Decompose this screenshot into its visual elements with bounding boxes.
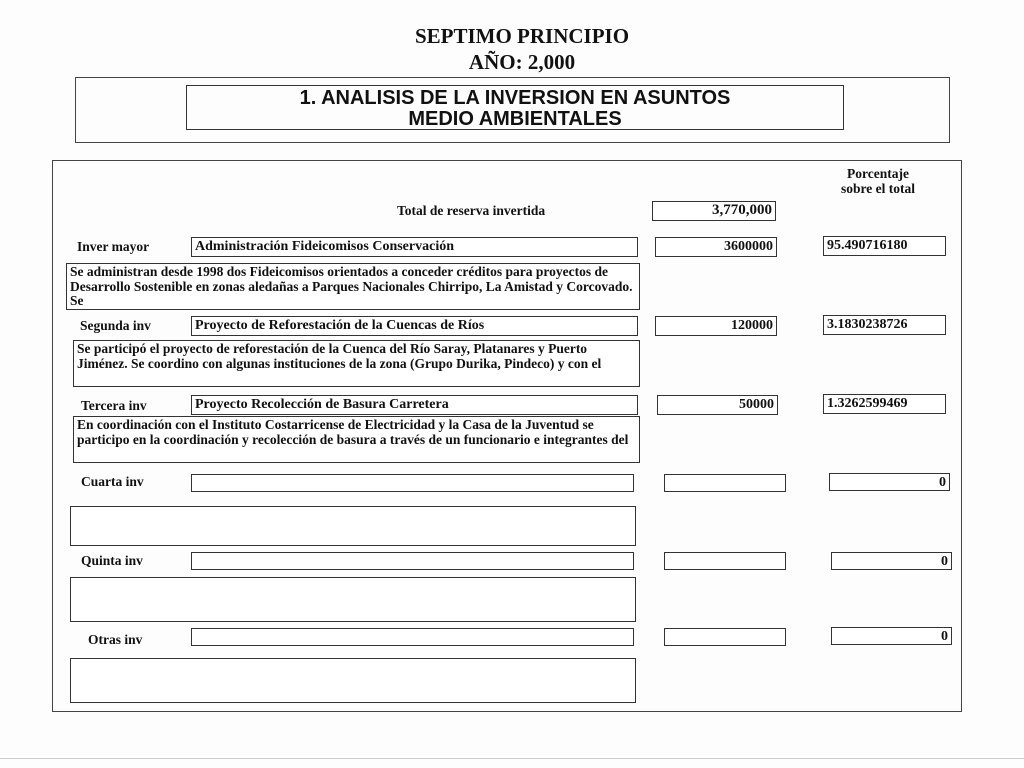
section-title-line2: MEDIO AMBIENTALES xyxy=(408,108,622,130)
section-title-line1: 1. ANALISIS DE LA INVERSION EN ASUNTOS xyxy=(299,87,731,109)
percentage-header-line2: sobre el total xyxy=(841,181,915,196)
investment-4-percent-field[interactable]: 0 xyxy=(829,473,950,491)
investment-4-label: Cuarta inv xyxy=(81,474,144,489)
total-label: Total de reserva invertida xyxy=(397,203,546,218)
investment-1-name-field[interactable]: Administración Fideicomisos Conservación xyxy=(191,237,638,257)
investment-6-percent-field[interactable]: 0 xyxy=(831,627,952,645)
investment-3-percent-field[interactable]: 1.3262599469 xyxy=(823,394,946,414)
investment-2-amount-field[interactable]: 120000 xyxy=(655,316,777,336)
investment-1-amount-field[interactable]: 3600000 xyxy=(655,237,777,257)
section-title xyxy=(186,85,844,130)
page-title: SEPTIMO PRINCIPIO xyxy=(414,24,630,48)
investment-6-name-field[interactable] xyxy=(191,628,634,646)
investment-1-description-field[interactable]: Se administran desde 1998 dos Fideicomisos orientados a conceder créditos para proyectos de Desarrollo Sostenible en zonas aledañas a Parques Nacionales Chirripo, La Amistad y Corcovado. Se xyxy=(66,263,640,310)
investment-4-description-field[interactable] xyxy=(70,506,636,546)
investment-5-amount-field[interactable] xyxy=(664,552,786,570)
investment-2-percent-field[interactable]: 3.1830238726 xyxy=(823,315,946,335)
investment-3-name-field[interactable]: Proyecto Recolección de Basura Carretera xyxy=(191,395,638,415)
investment-3-description-field[interactable]: En coordinación con el Instituto Costarricense de Electricidad y la Casa de la Juventud se participo en la coordinación y recolección de basura a través de un funcionario e integrantes del xyxy=(73,416,640,463)
investment-5-name-field[interactable] xyxy=(191,552,634,570)
investment-2-label: Segunda inv xyxy=(80,318,151,333)
investment-6-amount-field[interactable] xyxy=(664,628,786,646)
investment-3-label: Tercera inv xyxy=(81,398,147,413)
percentage-header-line1: Porcentaje xyxy=(847,166,909,181)
investment-5-description-field[interactable] xyxy=(70,577,636,622)
investment-2-name-field[interactable]: Proyecto de Reforestación de la Cuencas de Ríos xyxy=(191,316,638,336)
investment-2-description-field[interactable]: Se participó el proyecto de reforestación de la Cuenca del Río Saray, Platanares y Puerto Jiménez. Se coordino con algunas instituciones de la zona (Grupo Durika, Pindeco) y con el xyxy=(73,340,640,387)
investment-5-label: Quinta inv xyxy=(81,553,143,568)
investment-5-percent-field[interactable]: 0 xyxy=(831,552,952,570)
percentage-header xyxy=(818,166,938,196)
investment-4-amount-field[interactable] xyxy=(664,474,786,492)
investment-6-description-field[interactable] xyxy=(70,658,636,703)
investment-6-label: Otras inv xyxy=(88,632,143,647)
investment-4-name-field[interactable] xyxy=(191,474,634,492)
page-bottom-edge xyxy=(0,758,1024,759)
investment-1-percent-field[interactable]: 95.490716180 xyxy=(823,236,946,256)
investment-1-label: Inver mayor xyxy=(77,239,150,254)
total-value-field[interactable]: 3,770,000 xyxy=(652,201,776,221)
investment-3-amount-field[interactable]: 50000 xyxy=(657,395,778,415)
year-label: AÑO: 2,000 xyxy=(468,50,576,74)
